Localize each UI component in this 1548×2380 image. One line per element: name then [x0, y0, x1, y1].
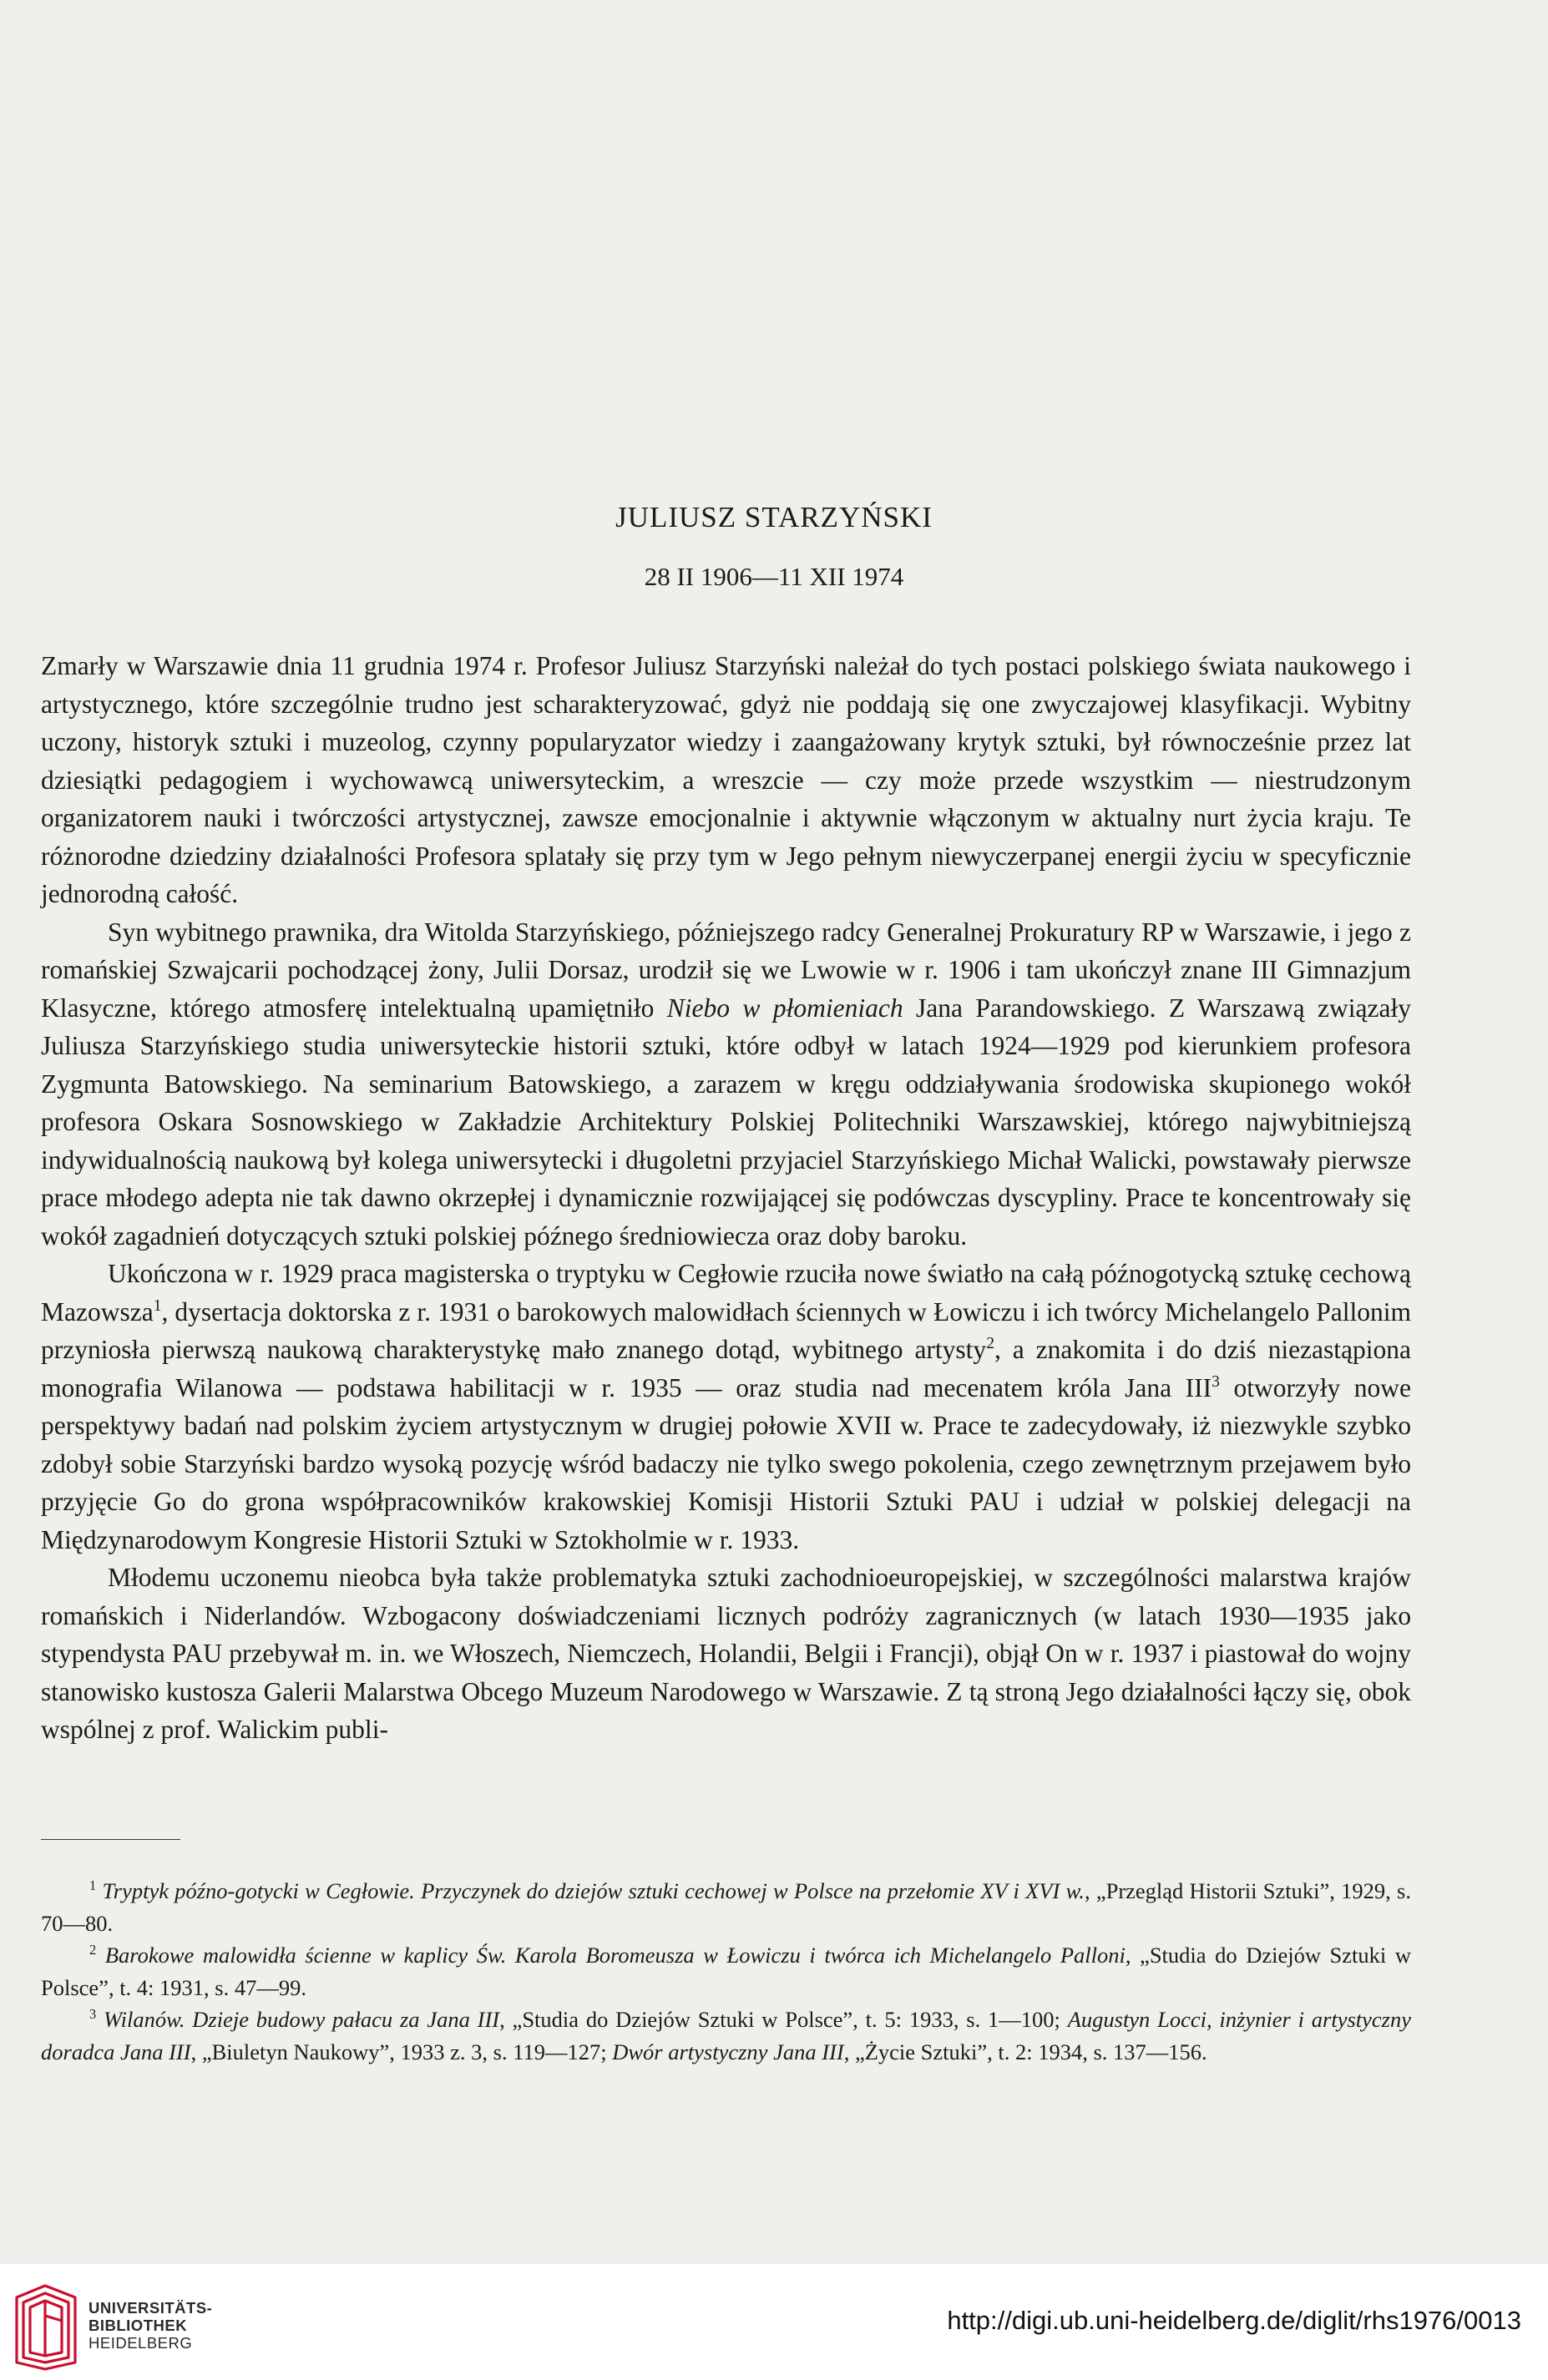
footnote-2 [41, 1939, 1411, 2004]
footnotes [41, 1875, 1411, 2068]
paragraph-1: Zmarły w Warszawie dnia 11 grudnia 1974 r. Profesor Juliusz Starzyński należał do tych postaci polskiego świata naukowego i artystycznego, które szczególnie trudno jest scharakteryzować, gdyż nie poddają się one zwyczajowej klasyfikacji. Wybitny uczony, historyk sztuki i muzeolog, czynny popularyzator wiedzy i zaangażowany krytyk sztuki, był równocześnie przez lat dziesiątki pedagogiem i wychowawcą uniwersyteckim, a wreszcie — czy może przede wszystkim — niestrudzonym organizatorem nauki i twórczości artystycznej, zawsze emocjonalnie i aktywnie włączonym w aktualny nurt życia kraju. Te różnorodne dziedziny działalności Profesora splatały się przy tym w Jego pełnym niewyczerpanej energii życiu w specyficznie jednorodną całość. [41, 651, 1411, 908]
footnote-title: Tryptyk późno-gotycki w Cegłowie. Przyczynek do dziejów sztuki cechowej w Polsce na przełomie XV i XVI w. [102, 1878, 1085, 1903]
source-url-link[interactable]: http://digi.ub.uni-heidelberg.de/diglit/rhs1976/0013 [947, 2306, 1521, 2335]
footnote-number: 3 [89, 2005, 97, 2022]
library-logo-text [89, 2299, 212, 2352]
footnote-number: 2 [89, 1941, 97, 1958]
footnote-divider [41, 1839, 180, 1840]
logo-line-1: UNIVERSITÄTS- [89, 2299, 213, 2317]
page-title: JULIUSZ STARZYŃSKI [615, 501, 933, 533]
footnote-source: , „Studia do Dziejów Sztuki w Polsce”, t. 4: 1931, s. 47—99. [41, 1943, 1412, 2000]
footnote-title: Barokowe malowidła ścienne w kaplicy Św. Karola Boromeusza w Łowiczu i twórca ich Michelangelo Palloni [104, 1943, 1126, 1968]
footnote-ref-1[interactable]: 1 [153, 1296, 162, 1315]
book-title-italic: Niebo w płomieniach [666, 993, 903, 1023]
paragraph-3 [41, 1255, 1411, 1559]
paragraph-3-text-d: otworzyły nowe perspektywy badań nad polskim życiem artystycznym w drugiej połowie XVII w. Prace te zadecydowały, iż niezwykle szybko zdobył sobie Starzyński bardzo wysoką pozycję wśród badaczy nie tylko swego pokolenia, czego zewnętrznym przejawem było przyjęcie Go do grona współpracowników krakowskiej Komisji Historii Sztuki PAU i udział w polskiej delegacji na Międzynarodowym Kongresie Historii Sztuki w Sztokholmie w r. 1933. [41, 1372, 1411, 1554]
footer-bar [0, 2264, 1548, 2380]
paragraph-3-text-c: , a znakomita i do dziś niezastąpiona monografia Wilanowa — podstawa habilitacji w r. 1935 — oraz studia nad mecenatem króla Jana III [41, 1335, 1411, 1402]
footnote-1 [41, 1875, 1411, 1939]
paragraph-2 [41, 913, 1411, 1256]
paragraph-3-text-b: , dysertacja doktorska z r. 1931 o barokowych malowidłach ściennych w Łowiczu i ich twórcy Michelangelo Pallonim przyniosła pierwszą naukową charakterystykę mało znanego dotąd, wybitnego artysty [41, 1296, 1411, 1364]
footnote-ref-3[interactable]: 3 [1212, 1372, 1220, 1391]
footnote-source: , „Biuletyn Naukowy”, 1933 z. 3, s. 119—127; [190, 2039, 613, 2064]
footnote-source: , „Studia do Dziejów Sztuki w Polsce”, t. 5: 1933, s. 1—100; [499, 2007, 1068, 2032]
paragraph-2-text-b: Jana Parandowskiego. Z Warszawą związały Juliusza Starzyńskiego studia uniwersyteckie historii sztuki, które odbył w latach 1924—1929 pod kierunkiem profesora Zygmunta Batowskiego. Na seminarium Batowskiego, a zarazem w kręgu oddziaływania środowiska skupionego wokół profesora Oskara Sosnowskiego w Zakładzie Architektury Polskiej Politechniki Warszawskiej, którego najwybitniejszą indywidualnością naukową był kolega uniwersytecki i długoletni przyjaciel Starzyńskiego Michał Walicki, powstawały pierwsze prace młodego adepta nie tak dawno okrzepłej i dynamicznie rozwijającej się podówczas dyscypliny. Prace te koncentrowały się wokół zagadnień dotyczących sztuki polskiej późnego średniowiecza oraz doby baroku. [41, 993, 1411, 1251]
ub-heidelberg-logo-icon[interactable] [12, 2282, 80, 2371]
logo-line-3: HEIDELBERG [89, 2334, 193, 2352]
footnote-title: Dwór artystyczny Jana III [612, 2039, 844, 2064]
paragraph-4: Młodemu uczonemu nieobca była także problematyka sztuki zachodnioeuropejskiej, w szczególności malarstwa krajów romańskich i Niderlandów. Wzbogacony doświadczeniami licznych podróży zagranicznych (w latach 1930—1935 jako stypendysta PAU przebywał m. in. we Włoszech, Niemczech, Holandii, Belgii i Francji), objął On w r. 1937 i piastował do wojny stanowisko kustosza Galerii Malarstwa Obcego Muzeum Narodowego w Warszawie. Z tą stroną Jego działalności łączy się, obok wspólnej z prof. Walickim publi- [41, 1563, 1411, 1744]
footnote-title: Augustyn Locci, inżynier i artystyczny doradca Jana III [41, 2007, 1411, 2064]
paragraph-2-text-a: Syn wybitnego prawnika, dra Witolda Starzyńskiego, późniejszego radcy Generalnej Prokuratury RP w Warszawie, i jego z romańskiej Szwajcarii pochodzącej żony, Julii Dorsaz, urodził się we Lwowie w r. 1906 i tam ukończył znane III Gimnazjum Klasyczne, którego atmosferę intelektualną upamiętniło [41, 917, 1411, 1023]
life-dates: 28 II 1906—11 XII 1974 [644, 562, 904, 591]
logo-line-2: BIBLIOTHEK [89, 2317, 188, 2334]
paragraph-3-text-a: Ukończona w r. 1929 praca magisterska o tryptyku w Cegłowie rzuciła nowe światło na całą późnogotycką sztukę cechową Mazowsza [41, 1259, 1411, 1326]
footnote-source: , „Życie Sztuki”, t. 2: 1934, s. 137—156. [843, 2039, 1207, 2064]
footnote-ref-2[interactable]: 2 [986, 1334, 994, 1352]
footnote-number: 1 [89, 1877, 97, 1893]
footnote-source: , „Przegląd Historii Sztuki”, 1929, s. 70—80. [41, 1878, 1411, 1936]
footnote-title: Wilanów. Dzieje budowy pałacu za Jana III [104, 2007, 500, 2032]
footnote-3 [41, 2004, 1411, 2068]
article-body [41, 647, 1411, 1749]
